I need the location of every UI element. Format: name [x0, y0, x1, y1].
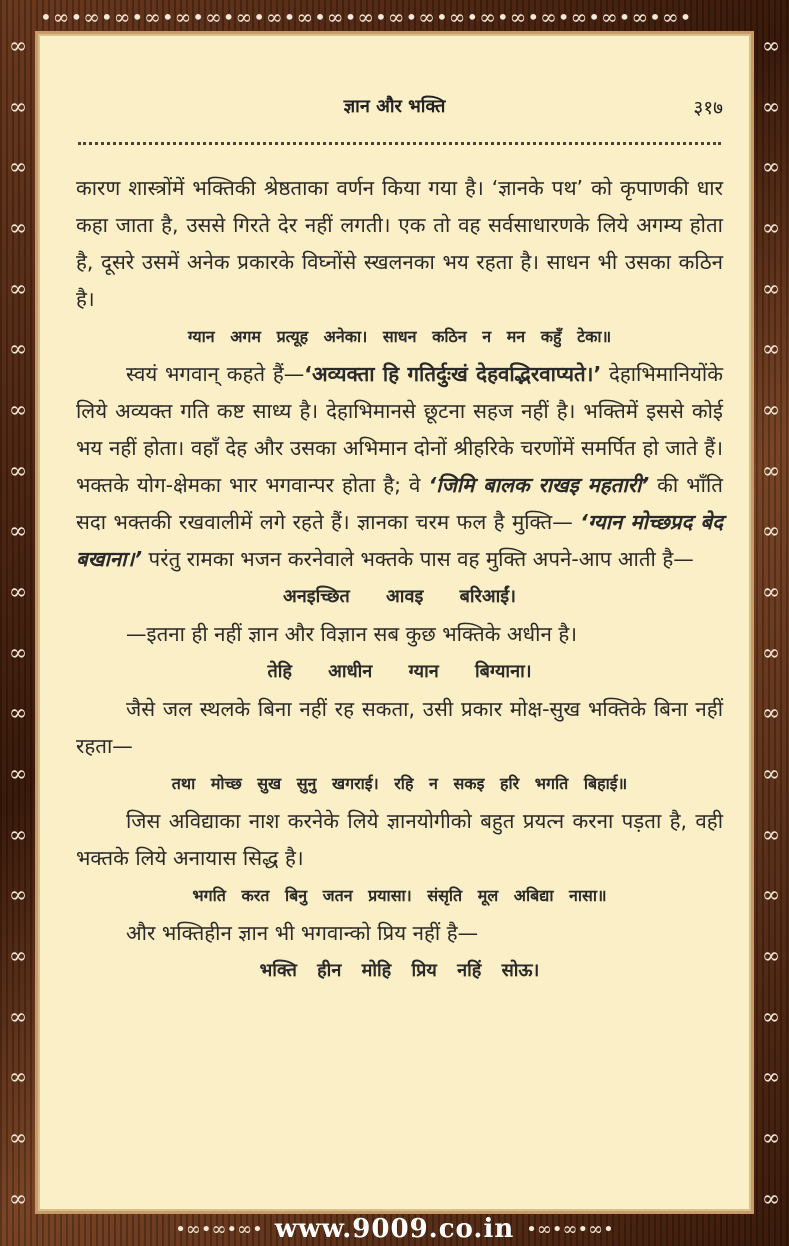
verse-6: भक्ति हीन मोहि प्रिय नहिं सोऊ।	[259, 960, 540, 981]
footer	[0, 1212, 789, 1246]
paragraph-4: जैसे जल स्थलके बिना नहीं रह सकता, उसी प्रकार मोक्ष-सुख भक्तिके बिना नहीं रहता—	[76, 697, 723, 758]
page-content	[76, 170, 723, 990]
website-url[interactable]: www.9009.co.in	[274, 1214, 515, 1244]
paragraph-6: और भक्तिहीन ज्ञान भी भगवान्को प्रिय नहीं है—	[126, 921, 479, 945]
gita-quote: ‘अव्यक्ता हि गतिर्दुःखं देहवद्भिरवाप्यते।’	[304, 362, 602, 386]
verse-2: अनइच्छित आवइ बरिआईं।	[283, 586, 516, 607]
paragraph-1: कारण शास्त्रोंमें भक्तिकी श्रेष्ठताका वर्णन किया गया है। ‘ज्ञानके पथ’ को कृपाणकी धार कहा जाता है, उससे गिरते देर नहीं लगती। एक तो वह सर्वसाधारणके लिये अगम्य होता है, दूसरे उसमें अनेक प्रकारके विघ्नोंसे स्खलनका भय रहता है। साधन भी उसका कठिन है।	[76, 176, 723, 311]
page-header	[38, 94, 751, 128]
verse-4: तथा मोच्छ सुख सुनु खगराई। रहि न सकइ हरि भगति बिहाई॥	[171, 774, 628, 793]
footer-ornament-left: •∞•∞•∞•	[175, 1218, 263, 1240]
paragraph-2	[76, 356, 723, 578]
book-page	[38, 34, 751, 1211]
quote-moksha: ‘ग्यान मोच्छप्रद बेद बखाना।’	[76, 510, 724, 571]
page-title: ज्ञान और भक्ति	[343, 96, 446, 117]
paragraph-5: जिस अविद्याका नाश करनेके लिये ज्ञानयोगीको बहुत प्रयत्न करना पड़ता है, वही भक्तके लिये अनायास सिद्ध है।	[76, 809, 723, 870]
verse-1: ग्यान अगम प्रत्यूह अनेका। साधन कठिन न मन कहुँ टेका॥	[187, 327, 612, 346]
paragraph-2-part-a: स्वयं भगवान् कहते हैं—	[126, 362, 305, 386]
paragraph-3: —इतना ही नहीं ज्ञान और विज्ञान सब कुछ भक्तिके अधीन है।	[126, 622, 578, 646]
quote-mother: ‘जिमि बालक राखइ महतारी’	[428, 473, 650, 497]
footer-ornament-right: •∞•∞•∞•	[526, 1218, 614, 1240]
left-ornament-border: ∞ ∞ ∞ ∞ ∞ ∞ ∞ ∞ ∞ ∞ ∞ ∞ ∞ ∞ ∞ ∞ ∞ ∞ ∞ ∞	[8, 34, 28, 1212]
paragraph-2-part-b: देहाभिमानियोंके लिये अव्यक्त गति कष्ट साध्य है। देहाभिमानसे छूटना सहज नहीं है। भक्तिमें इससे कोई भय नहीं होता। वहाँ देह और उसका अभिमान दोनों श्रीहरिके चरणोंमें समर्पित हो जाते हैं। भक्तके योग-क्षेमका भार भगवान्पर होता है; वे	[76, 362, 723, 497]
right-ornament-border: ∞ ∞ ∞ ∞ ∞ ∞ ∞ ∞ ∞ ∞ ∞ ∞ ∞ ∞ ∞ ∞ ∞ ∞ ∞ ∞	[761, 34, 781, 1212]
header-divider	[78, 142, 721, 155]
top-ornament-border: •∞•∞•∞•∞•∞•∞•∞•∞•∞•∞•∞•∞•∞•∞•∞•∞•∞•∞•∞•∞•∞•	[40, 5, 693, 29]
paragraph-2-part-c: की भाँति सदा भक्तकी रखवालीमें लगे रहते हैं। ज्ञानका चरम फल है मुक्ति—	[76, 473, 723, 534]
verse-5: भगति करत बिनु जतन प्रयासा। संसृति मूल अबिद्या नासा॥	[192, 886, 607, 905]
verse-3: तेहि आधीन ग्यान बिग्याना।	[267, 661, 532, 682]
paragraph-2-part-d: परंतु रामका भजन करनेवाले भक्तके पास वह मुक्ति अपने-आप आती है—	[142, 547, 694, 571]
page-number: ३१७	[693, 97, 723, 119]
